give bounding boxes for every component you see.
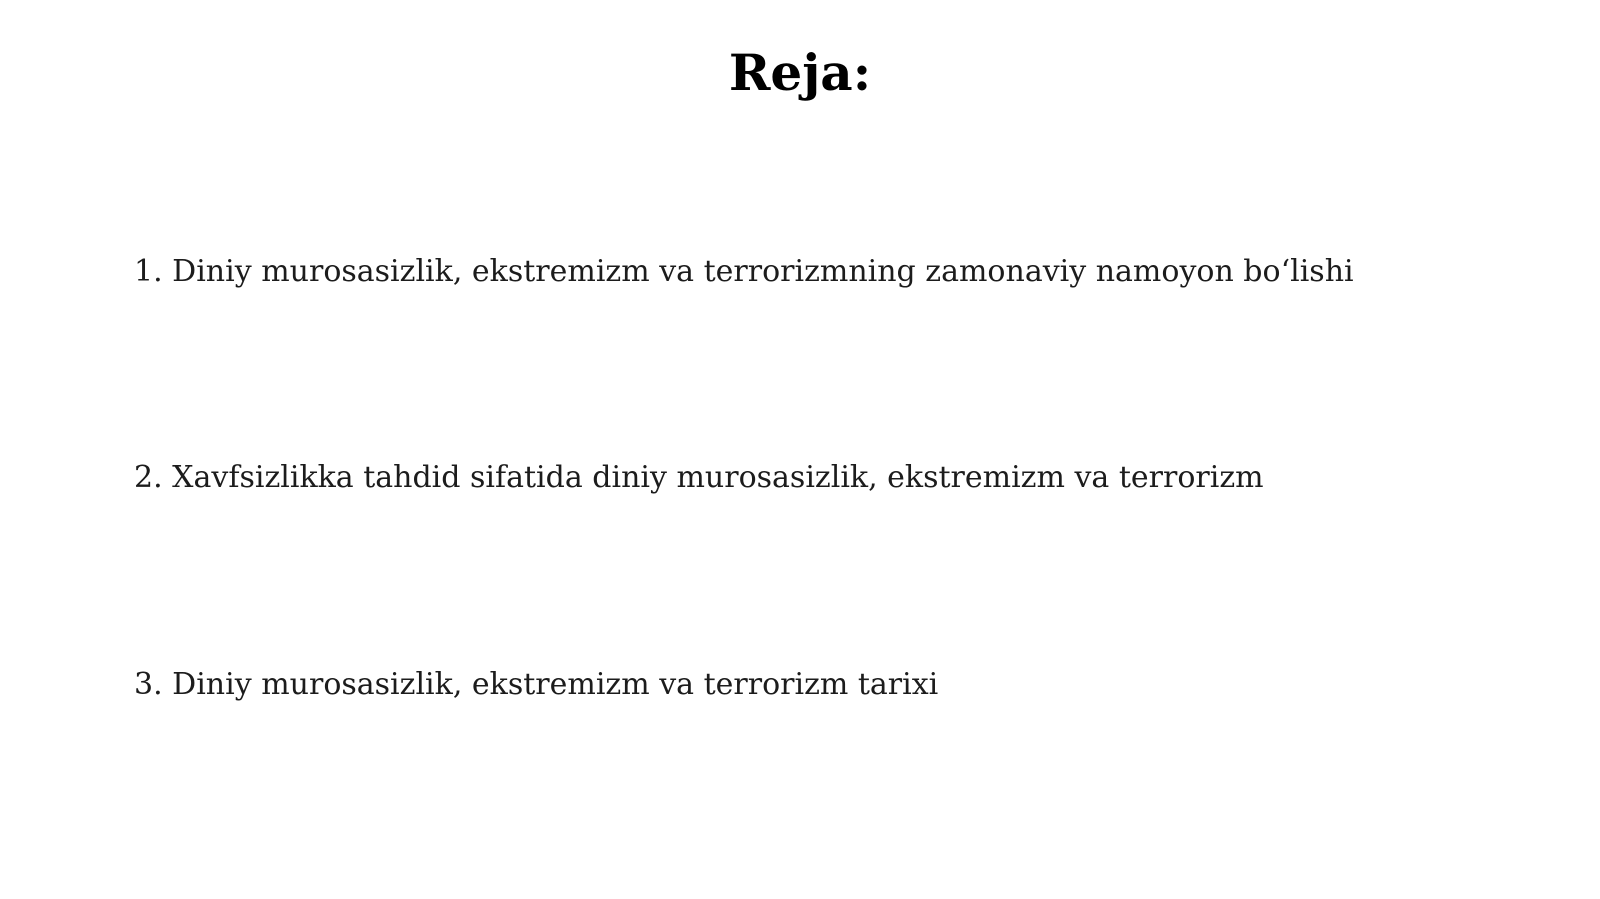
plan-item-1: 1. Diniy murosasizlik, ekstremizm va terrorizmning zamonaviy namoyon boʻlishi (134, 254, 1354, 289)
slide-title: Reja: (728, 43, 872, 102)
plan-item-3: 3. Diniy murosasizlik, ekstremizm va terrorizm tarixi (134, 667, 939, 702)
plan-item-2: 2. Xavfsizlikka tahdid sifatida diniy murosasizlik, ekstremizm va terrorizm (134, 460, 1264, 495)
